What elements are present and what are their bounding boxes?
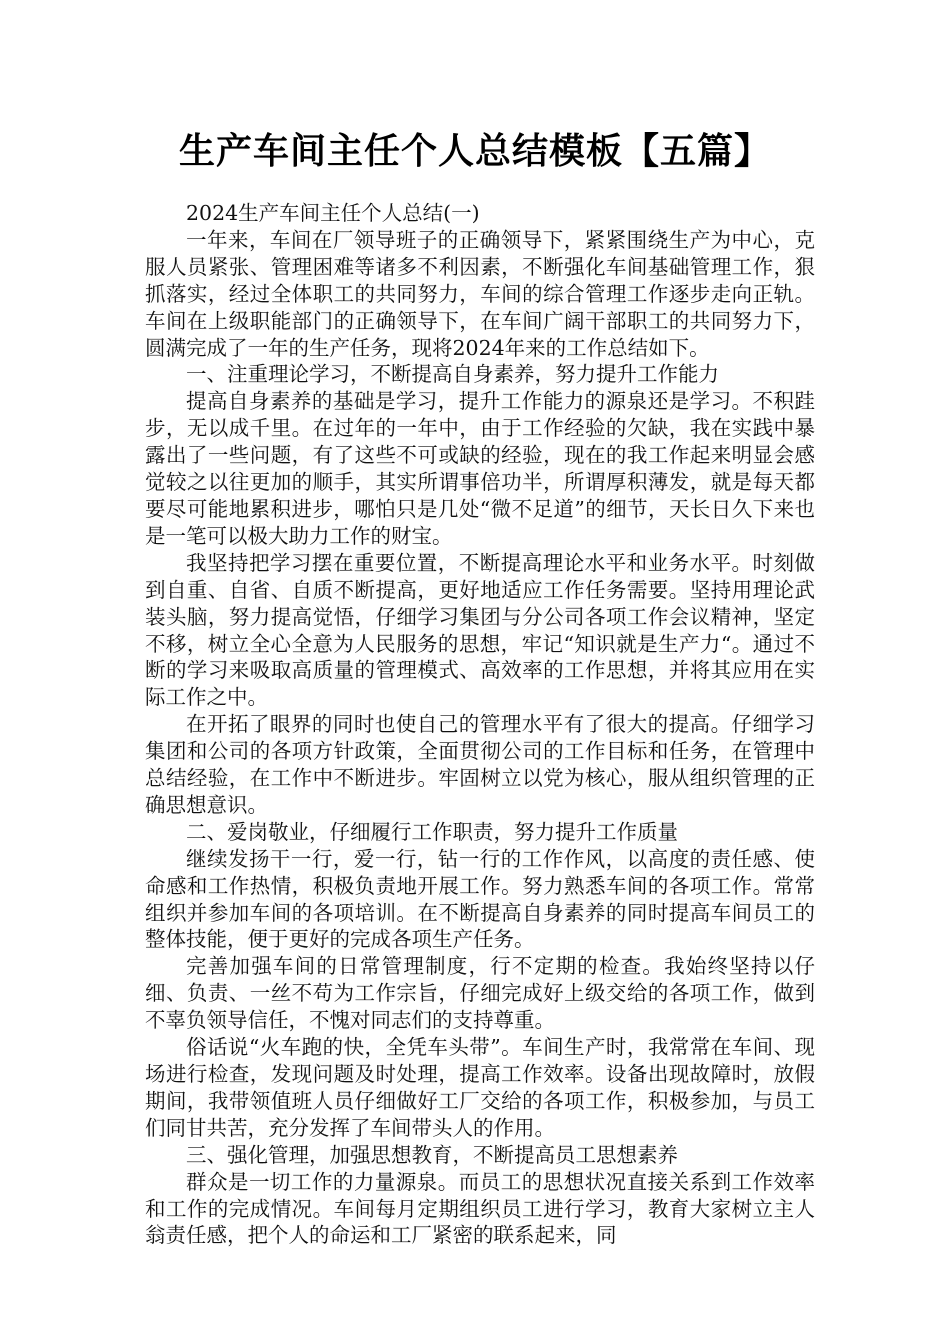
paragraph: 提高自身素养的基础是学习，提升工作能力的源泉还是学习。不积跬步，无以成千里。在过年的一年中，由于工作经验的欠缺，我在实践中暴露出了一些问题，有了这些不可或缺的经验，现在的我工作起来明显会感觉较之以往更加的顺手，其实所谓事倍功半，所谓厚积薄发，就是每天都要尽可能地累积进步，哪怕只是几处“微不足道”的细节，天长日久下来也是一笔可以极大助力工作的财宝。 [145, 389, 815, 548]
paragraph: 俗话说“火车跑的快，全凭车头带”。车间生产时，我常常在车间、现场进行检查，发现问题及时处理，提高工作效率。设备出现故障时，放假期间，我带领值班人员仔细做好工厂交给的各项工作，积极参加，与员工们同甘共苦，充分发挥了车间带头人的作用。 [145, 1035, 815, 1140]
section-heading: 一、注重理论学习，不断提高自身素养，努力提升工作能力 [186, 362, 719, 387]
paragraph-heading-sub: 2024生产车间主任个人总结(一) [186, 201, 480, 225]
paragraph: 群众是一切工作的力量源泉。而员工的思想状况直接关系到工作效率和工作的完成情况。车间每月定期组织员工进行学习，教育大家树立主人翁责任感，把个人的命运和工厂紧密的联系起来，同 [145, 1169, 815, 1248]
section-heading: 三、强化管理，加强思想教育，不断提高员工思想素养 [186, 1142, 678, 1167]
paragraph: 一年来，车间在厂领导班子的正确领导下，紧紧围绕生产为中心，克服人员紧张、管理困难等诸多不利因素，不断强化车间基础管理工作，狠抓落实，经过全体职工的共同努力，车间的综合管理工作逐步走向正轨。车间在上级职能部门的正确领导下，在车间广阔干部职工的共同努力下，圆满完成了一年的生产任务，现将2024年来的工作总结如下。 [145, 227, 815, 360]
paragraph: 完善加强车间的日常管理制度，行不定期的检查。我始终坚持以仔细、负责、一丝不苟为工作宗旨，仔细完成好上级交给的各项工作，做到不辜负领导信任，不愧对同志们的支持尊重。 [145, 954, 815, 1033]
document-title: 生产车间主任个人总结模板【五篇】 [178, 131, 771, 172]
paragraph: 在开拓了眼界的同时也使自己的管理水平有了很大的提高。仔细学习集团和公司的各项方针政策，全面贯彻公司的工作目标和任务，在管理中总结经验，在工作中不断进步。牢固树立以党为核心，服从组织管理的正确思想意识。 [145, 712, 815, 817]
document-body [145, 200, 815, 1249]
section-heading: 二、爱岗敬业，仔细履行工作职责，努力提升工作质量 [186, 819, 678, 844]
paragraph: 继续发扬干一行，爱一行，钻一行的工作作风，以高度的责任感、使命感和工作热情，积极负责地开展工作。努力熟悉车间的各项工作。常常组织并参加车间的各项培训。在不断提高自身素养的同时提高车间员工的整体技能，便于更好的完成各项生产任务。 [145, 846, 815, 952]
paragraph: 我坚持把学习摆在重要位置，不断提高理论水平和业务水平。时刻做到自重、自省、自质不断提高，更好地适应工作任务需要。坚持用理论武装头脑，努力提高觉悟，仔细学习集团与分公司各项工作会议精神，坚定不移，树立全心全意为人民服务的思想，牢记“知识就是生产力“。通过不断的学习来吸取高质量的管理模式、高效率的工作思想，并将其应用在实际工作之中。 [145, 550, 815, 710]
